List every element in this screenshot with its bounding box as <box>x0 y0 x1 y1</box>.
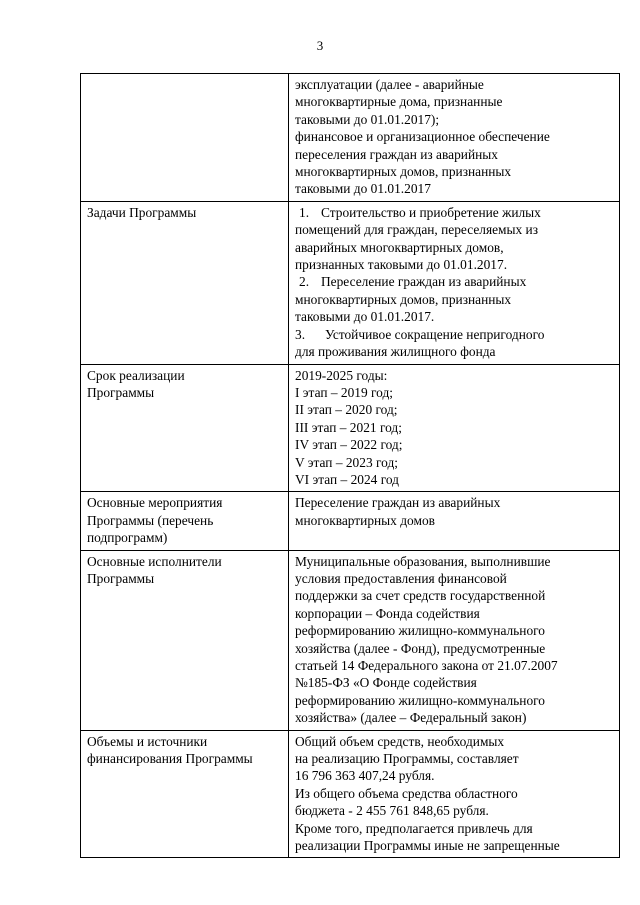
text-line: Общий объем средств, необходимых <box>295 733 505 749</box>
text-line: таковыми до 01.01.2017); <box>295 111 440 127</box>
text-line: таковыми до 01.01.2017 <box>295 181 431 197</box>
task-number: 1. <box>299 204 310 220</box>
text-line: Из общего объема средства областного <box>295 785 518 801</box>
label-line: подпрограмм) <box>87 530 168 546</box>
table-row-period <box>81 364 620 492</box>
row-value <box>289 492 620 550</box>
task-number: 2. <box>299 274 310 290</box>
page-number: 3 <box>316 38 324 53</box>
row-value <box>289 364 620 492</box>
table-row-funding <box>81 730 620 858</box>
text-line: Муниципальные образования, выполнившие <box>295 553 551 569</box>
text-line: условия предоставления финансовой <box>295 570 507 586</box>
label-line: Программы (перечень <box>87 512 214 528</box>
text-line: реформированию жилищно-коммунального <box>295 623 546 639</box>
text-line: №185-ФЗ «О Фонде содействия <box>295 675 477 691</box>
text-line: V этап – 2023 год; <box>295 454 398 470</box>
row-label <box>81 74 289 202</box>
regional-budget-amount: бюджета - 2 455 761 848,65 рубля. <box>295 803 489 819</box>
task-item-3 <box>295 326 614 343</box>
task-item-2 <box>295 273 614 290</box>
text-line: 2019-2025 годы: <box>295 367 388 383</box>
text-line: многоквартирных домов <box>295 512 435 528</box>
text-line: III этап – 2021 год; <box>295 419 402 435</box>
text-line: реформированию жилищно-коммунального <box>295 692 546 708</box>
table-row-goals-continued <box>81 74 620 202</box>
text-line: Переселение граждан из аварийных <box>295 495 501 511</box>
table-row-executors <box>81 550 620 730</box>
text-line: таковыми до 01.01.2017. <box>295 309 435 325</box>
task-text: Устойчивое сокращение непригодного <box>325 326 545 342</box>
text-line: IV этап – 2022 год; <box>295 437 403 453</box>
table-row-measures <box>81 492 620 550</box>
task-text: Переселение граждан из аварийных <box>321 274 527 290</box>
label-line: Срок реализации <box>87 367 185 383</box>
text-line: многоквартирных домов, признанных <box>295 291 512 307</box>
task-number: 3. <box>295 326 306 342</box>
row-value <box>289 550 620 730</box>
text-line: корпорации – Фонда содействия <box>295 605 480 621</box>
label-line: Программы <box>87 570 155 586</box>
text-line: II этап – 2020 год; <box>295 402 398 418</box>
row-value <box>289 201 620 364</box>
row-value <box>289 74 620 202</box>
text-line: переселения граждан из аварийных <box>295 146 498 162</box>
text-line: VI этап – 2024 год <box>295 471 399 487</box>
text-line: Кроме того, предполагается привлечь для <box>295 820 533 836</box>
text-line: финансовое и организационное обеспечение <box>295 129 550 145</box>
text-line: статьей 14 Федерального закона от 21.07.2007 <box>295 658 558 673</box>
label-line: Основные мероприятия <box>87 495 223 511</box>
row-label <box>81 201 289 364</box>
text-line: реализации Программы иные не запрещенные <box>295 838 560 854</box>
total-amount: 16 796 363 407,24 рубля. <box>295 768 435 784</box>
text-line: хозяйства (далее - Фонд), предусмотренные <box>295 640 546 656</box>
label-line: финансирования Программы <box>87 751 253 767</box>
text-line: для проживания жилищного фонда <box>295 344 496 360</box>
table-row-tasks <box>81 201 620 364</box>
row-label <box>81 550 289 730</box>
row-label <box>81 730 289 858</box>
text-line: эксплуатации (далее - аварийные <box>295 77 484 92</box>
text-line: признанных таковыми до 01.01.2017. <box>295 257 508 273</box>
label-line: Задачи Программы <box>87 204 197 220</box>
task-item-1 <box>295 204 614 221</box>
label-line: Программы <box>87 384 155 400</box>
text-line: аварийных многоквартирных домов, <box>295 239 504 255</box>
text-line: I этап – 2019 год; <box>295 384 394 400</box>
text-line: многоквартирные дома, признанные <box>295 94 503 110</box>
label-line: Основные исполнители <box>87 553 222 569</box>
row-label <box>81 492 289 550</box>
text-line: поддержки за счет средств государственной <box>295 588 546 604</box>
text-line: на реализацию Программы, составляет <box>295 751 519 767</box>
program-passport-table <box>80 73 620 858</box>
task-text: Строительство и приобретение жилых <box>321 204 541 220</box>
text-line: помещений для граждан, переселяемых из <box>295 222 539 238</box>
row-label <box>81 364 289 492</box>
text-line: многоквартирных домов, признанных <box>295 164 512 180</box>
label-line: Объемы и источники <box>87 733 208 749</box>
text-line: хозяйства» (далее – Федеральный закон) <box>295 710 527 726</box>
row-value <box>289 730 620 858</box>
